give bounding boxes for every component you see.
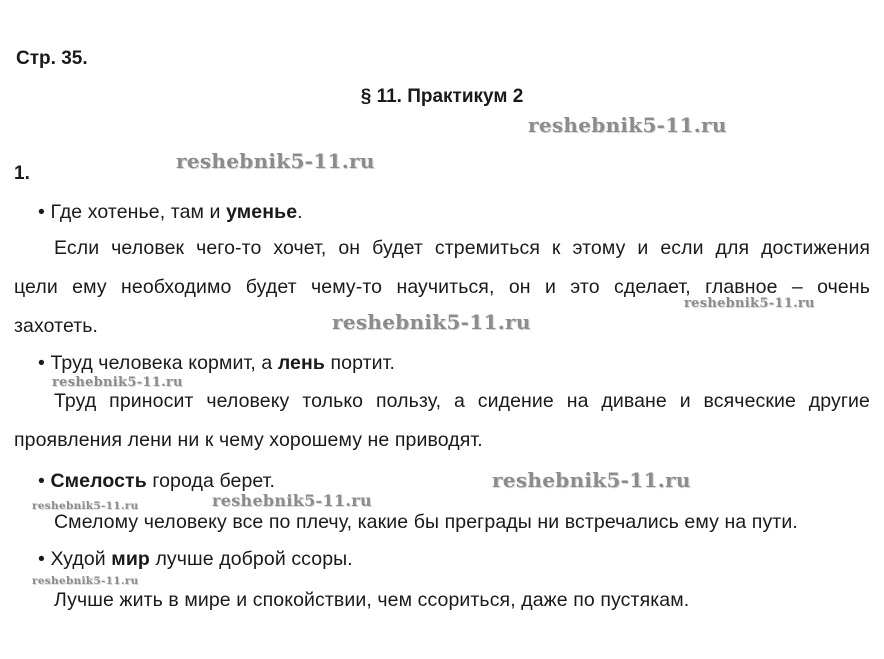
explanation-line: Труд приносит человеку только пользу, а сидение на диване и всяческие другие xyxy=(54,390,870,412)
explanation-line: проявления лени ни к чему хорошему не приводят. xyxy=(14,429,483,451)
watermark: reshebnik5-11.ru xyxy=(176,149,375,173)
proverb-keyword: лень xyxy=(277,352,325,374)
bullet-marker: • xyxy=(38,470,45,492)
watermark: reshebnik5-11.ru xyxy=(32,575,139,587)
proverb-item xyxy=(38,470,275,493)
watermark: reshebnik5-11.ru xyxy=(684,296,815,311)
explanation-line: Лучше жить в мире и спокойствии, чем ссориться, даже по пустякам. xyxy=(54,589,690,611)
proverb-item xyxy=(38,352,395,375)
explanation-line: Если человек чего-то хочет, он будет стремиться к этому и если для достижения xyxy=(54,237,870,259)
proverb-keyword: мир xyxy=(111,548,150,570)
watermark: reshebnik5-11.ru xyxy=(32,500,139,512)
watermark: reshebnik5-11.ru xyxy=(492,468,691,492)
explanation-line: захотеть. xyxy=(14,315,99,337)
watermark: reshebnik5-11.ru xyxy=(212,491,372,510)
proverb-text: Худой xyxy=(50,548,112,570)
proverb-item xyxy=(38,548,353,571)
bullet-marker: • xyxy=(38,201,45,223)
proverb-text: Где хотенье, там и xyxy=(50,201,227,223)
task-number: 1. xyxy=(14,163,30,184)
watermark: reshebnik5-11.ru xyxy=(332,310,531,334)
proverb-keyword: Смелость xyxy=(50,470,147,492)
watermark: reshebnik5-11.ru xyxy=(52,375,183,390)
explanation-line: Смелому человеку все по плечу, какие бы преграды ни встречались ему на пути. xyxy=(54,511,798,533)
proverb-text: Труд человека кормит, а xyxy=(50,352,278,374)
proverb-text-end: лучше доброй ссоры. xyxy=(149,548,353,570)
explanation-line: цели ему необходимо будет чему-то научиться, он и это сделает, главное – очень xyxy=(14,276,870,298)
proverb-item xyxy=(38,201,303,224)
bullet-marker: • xyxy=(38,352,45,374)
proverb-text-end: портит. xyxy=(324,352,396,374)
bullet-marker: • xyxy=(38,548,45,570)
page-label: Стр. 35. xyxy=(16,48,88,69)
proverb-text-end: . xyxy=(297,201,303,223)
section-title: § 11. Практикум 2 xyxy=(360,86,524,107)
proverb-text-end: города берет. xyxy=(146,470,276,492)
proverb-keyword: уменье xyxy=(226,201,298,223)
watermark: reshebnik5-11.ru xyxy=(528,113,727,137)
